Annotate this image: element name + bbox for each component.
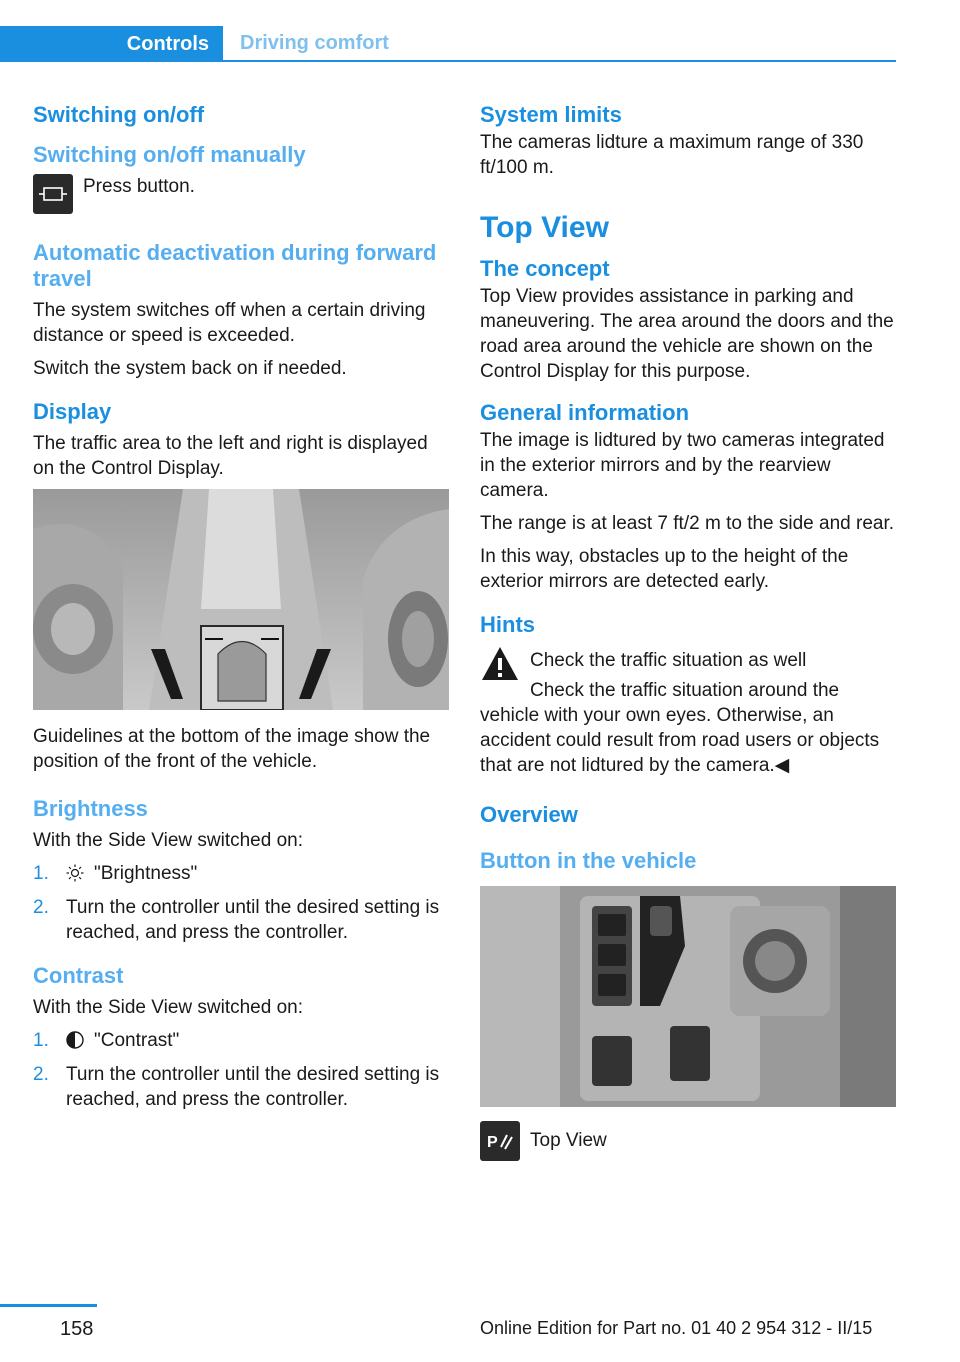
top-view-label: Top View <box>530 1130 607 1151</box>
footer-rule <box>0 1304 97 1307</box>
general-text-1: The image is lidtured by two cameras integrated in the exterior mirrors and by the rearview camera. <box>480 430 885 501</box>
side-view-button-icon <box>33 174 73 214</box>
top-view-button-icon <box>480 1121 520 1161</box>
heading-switching: Switching on/off <box>33 102 205 127</box>
general-text-3: In this way, obstacles up to the height of the exterior mirrors are detected early. <box>480 546 849 592</box>
page-number: 158 <box>60 1318 94 1340</box>
concept-text: Top View provides assistance in parking and maneuvering. The area around the doors and the road area around the vehicle are shown on the Control Display for this purpose. <box>480 286 894 382</box>
heading-overview: Overview <box>480 802 578 827</box>
list-item: 1. "Contrast" <box>33 1028 449 1056</box>
left-column <box>33 102 449 1122</box>
heading-button-in-vehicle: Button in the vehicle <box>480 848 697 873</box>
side-view-display-image <box>33 489 449 710</box>
chapter-tabs <box>0 26 896 62</box>
general-text-2: The range is at least 7 ft/2 m to the side and rear. <box>480 513 895 534</box>
heading-auto-deactivation: Automatic deactivation during forward travel <box>33 240 437 291</box>
limits-text: The cameras lidture a maximum range of 330 ft/100 m. <box>480 132 864 178</box>
auto-text-1: The system switches off when a certain driving distance or speed is exceeded. <box>33 300 426 346</box>
press-button-row <box>33 174 449 214</box>
brightness-intro: With the Side View switched on: <box>33 830 304 851</box>
list-item: 1. "Brightness" <box>33 861 449 889</box>
tab-driving-comfort[interactable]: Driving comfort <box>240 32 389 54</box>
list-item: 2. Turn the controller until the desired setting is reached, and press the controller. <box>33 1064 440 1110</box>
brightness-icon <box>66 864 86 889</box>
heading-contrast: Contrast <box>33 963 124 988</box>
svg-text:P: P <box>487 1134 498 1151</box>
hint-body: Check the traffic situation around the vehicle with your own eyes. Otherwise, an accident could result from road users or objects that are not lidtured by the camera.◀ <box>480 680 880 776</box>
brightness-steps <box>33 861 449 945</box>
image-caption: Guidelines at the bottom of the image show the position of the front of the vehicle. <box>33 726 431 772</box>
header-rule <box>0 60 896 62</box>
press-button-text: Press button. <box>83 176 195 197</box>
heading-display: Display <box>33 399 112 424</box>
heading-brightness: Brightness <box>33 796 148 821</box>
contrast-intro: With the Side View switched on: <box>33 997 304 1018</box>
hint-title: Check the traffic situation as well <box>530 650 807 671</box>
right-column <box>480 102 896 1169</box>
heading-general-info: General information <box>480 400 690 425</box>
warning-icon <box>480 644 520 684</box>
contrast-steps <box>33 1028 449 1112</box>
list-item: 2. Turn the controller until the desired setting is reached, and press the controller. <box>33 897 440 943</box>
heading-hints: Hints <box>480 612 535 637</box>
heading-system-limits: System limits <box>480 102 622 127</box>
edition-text: Online Edition for Part no. 01 40 2 954 312 - II/15 <box>480 1318 873 1338</box>
center-console-image <box>480 886 896 1107</box>
display-text: The traffic area to the left and right is displayed on the Control Display. <box>33 433 428 479</box>
top-view-button-row <box>480 1121 896 1161</box>
tab-controls[interactable]: Controls <box>0 26 223 62</box>
auto-text-2: Switch the system back on if needed. <box>33 358 347 379</box>
heading-top-view: Top View <box>480 211 609 244</box>
heading-concept: The concept <box>480 256 610 281</box>
contrast-icon <box>66 1031 86 1056</box>
heading-manual: Switching on/off manually <box>33 142 306 167</box>
